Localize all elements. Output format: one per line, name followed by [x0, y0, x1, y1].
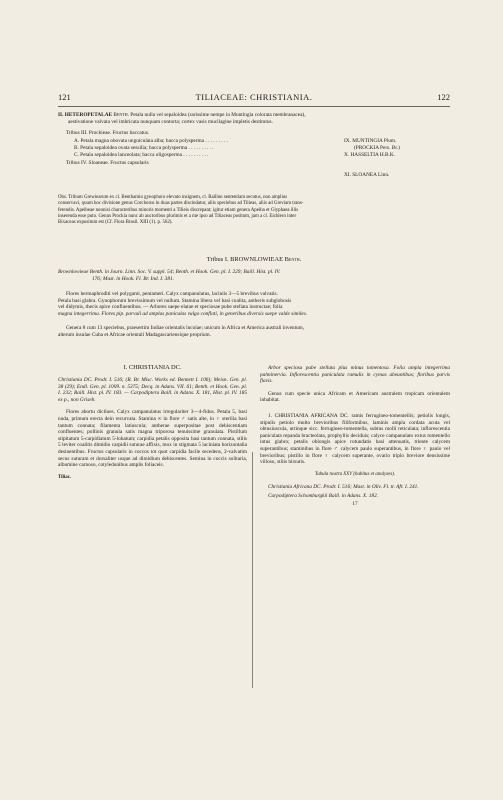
species-reference-1: Christiania Africana DC. Prodr. I. 516; Mast. in Oliv. Fl. tr. Afr. I. 241. [268, 484, 419, 491]
genus-synonymy: Christiania DC. Prodr. I. 516; (R. Br. Misc. Works ed. Bennett I. 106); Meisn. Gen. pl. 38 (29); Endl. Gen. pl. 1009. n. 5375; Decq. in Adans. VII. 61; Benth. et Hook. Gen. pl. I. 232; Baill. Hist. pl. IV. 183. — Carpodiptera Baill. in Adans. X. 181, Hist. pl. IV. 185 ex p., non Griseb. [58, 377, 247, 403]
obs-line-1: Obs. Tribum Grewiearum ex cl. Benthamio gynophoro elevato insignem, cl. Baillon sententiam secutus, non amplius [58, 195, 288, 200]
obs-line-2: conservavi, quum hoc divisione genus Corchorus in duas partes discindatur, aliis speciebus ad Tilieas, aliis ad Greviam trans- [58, 201, 304, 207]
key-sloanea: XI. SLOANEA Linn. [344, 172, 390, 178]
column-divider [252, 452, 253, 688]
genus-key [66, 130, 450, 190]
section-author: Benth. [113, 112, 129, 118]
species-reference-2: Carpodiptera Schomburgkii Baill. in Adans. X. 182. [268, 492, 379, 499]
species-description: ramis ferrugineo-tomentellis; petiolis longis, stipulis petiolo multo brevioribus filiformibus, laminis ampla cordata acuta vel obtusiuscula, utrinque sicc. ferrugineo-tomentella, subtus molli reticulata; inflorescentia paniculata repanda bracteolata, prophyllis deciduis; calyce campanulato extus tomentello intus glabro; petalis oblongis apice rotundatis basi attenuatis, triente calycem superantibus; staminibus in flore ♂ calycem paulo superantibus, in flore ♀ paulo vel brevioribus; pistillo in flore ♀ calycem superante, ovario triplo breviore densissime villoso, stilis hirsutis. [260, 412, 451, 466]
tribus-1-desc-line-2: Petala basi glabra. Gynophorum brevissimum vel nullum. Stamina libera vel basi coalita, antheris subglobosis [58, 297, 292, 304]
tribus-1-desc-line-4: magna integerrima. Flores pip. parvuli ad amplas paniculas vulgo conflati, in generibus diversis saepe valde similes. [58, 310, 308, 317]
key-row-c [74, 152, 208, 159]
species-entry [260, 413, 450, 466]
tribus-1-genera-line-1: Genera 8 cum 13 speciebus, praesertim Indiae orientalis incolae; unicum in Africa et America australi inventum, [66, 325, 305, 331]
key-row-a [74, 138, 228, 145]
tribus-1-genera [58, 325, 450, 338]
genus-description: Flores abortu diclines. Calyx campanulatus irregulariter 3—4-fidus. Petala 5, basi nuda, primum erecta dein recurvata. Stamina ∞ in flore ♂ satis alte, in ♀ sterilia basi tantum connata; filamenta latiuscula; antherae superpositae post dehiscentiam confluentes; pollinis granula satis magna triporosa tenuissime granulata. Pistillum stipitatum 5-carpidiatum 5-lobatum; carpidia petalis opposita basi tantum connata, stilis 5 leviter coalitis dimidio carpidii suturae affixis, mox in stigmata 5 laciniata horizontalia desinentibus. Fructus capsularis in coccos tot quot carpidia facile secedens, 2-valvatim secus suturam et dorsaliter usque ad dimidium dehiscentes. Semina in coccis solitaria, albumine carnoso, cotyledonibus amplis foliaceis. [58, 409, 247, 469]
tribus-1-desc-line-3: vel didymis, thecis apice confluentibus. — Arbores saepe elatae et speciosae pube stellata instructae; folia [58, 304, 283, 311]
tribus-1-description [58, 291, 450, 317]
plate-note: Tabula nostra XXV (habitus et analyses). [314, 471, 396, 477]
tribus-1-title: Tribus I. BROWNLOWIEAE [206, 256, 284, 263]
obs-line-4: inserenda esse puto. Genus Prockia nunc ab auctoribus plurimis et a me ipso ad Tiliaceas positum, jam a cl. Eichlero inter [58, 213, 297, 219]
key-b-dots: . . . . . . . . . . [188, 145, 214, 151]
key-c-dots: . . . . . . . . . . [183, 152, 209, 158]
printer-signature: Tiliac. [58, 474, 72, 480]
right-column [260, 365, 450, 508]
obs-line-5: Bixaceas expositum est (Cf. Flora Brasil. XIII (1). p. 562). [58, 220, 173, 226]
header-rule [58, 106, 450, 107]
genus-heading-christiania: I. CHRISTIANIA DC. [123, 364, 182, 371]
section-heteropetalae [58, 112, 450, 125]
key-tribus-3: Tribus III. Prockieae. Fructus baccatus. [66, 130, 150, 136]
key-b-text: B. Petala sepaloidea ovata sessilia; bacca polysperma [74, 145, 188, 151]
species-heading: 1. CHRISTIANIA AFRICANA DC. [268, 412, 349, 419]
signature-number: 17 [352, 501, 358, 508]
key-a-dots: . . . . . . . . . [205, 138, 228, 144]
page-number-left: 121 [58, 92, 71, 102]
key-tribus-4: Tribus IV. Sloaneae. Fructus capsularis [66, 160, 149, 166]
tribus-1-genera-line-2: alterum insulae Cuba et Africae orientali Madagascariensique proprium. [58, 331, 211, 338]
running-header [58, 92, 450, 104]
genus-distribution: Genus cum specie unica Africam et Americam australem tropicam orientalem inhabitat. [260, 390, 450, 404]
tribus-1-ref-line-1: Brownlowieae Benth. in Journ. Linn. Soc. V. suppl. 54; Benth. et Hook. Gen. pl. I. 229; Baill. Hist. pl. IV. [58, 269, 281, 275]
obs-line-3: ferendis. Apeibeae nonnisi characteribus minoris momenti a Tilieis discrepant; igitur etiam genera Apeiba et Glyphaea illis [58, 207, 299, 213]
tribus-1-ref-line-2: 176; Mast. in Hook. Fl. Br. Ind. I. 381. [92, 275, 174, 282]
left-column [58, 364, 247, 481]
key-row-b [74, 145, 214, 152]
section-text-line1: Petala nulla vel sepaloidea (rarissime nempe in Muntingia colorata membranacea), [130, 112, 306, 118]
tribus-1-references [58, 269, 450, 282]
key-c-text: C. Petala sepaloidea lanceolata; bacca oligosperma [74, 152, 182, 158]
key-b-genus: (PROCKIA Pers. Br.) [354, 145, 400, 151]
obs-note [58, 195, 450, 226]
page-number-right: 122 [437, 92, 450, 102]
tribus-1-author: Benth. [284, 256, 302, 263]
section-text-line2: aestivatione valvata vel imbricata nunquam contorta; cortex vasis mucilagine impletis destitutus. [68, 118, 273, 125]
key-c-genus: X. HASSELTIA H.B.K. [344, 152, 396, 158]
key-a-text: A. Petala magna obovata unguiculata alba; bacca polysperma [74, 138, 205, 144]
tribus-1-heading [58, 256, 450, 263]
genus-habit: Arbor speciosa pube stellata plus minus tomentosa. Folia ampla integerrima palminervia. Inflorescentia paniculata ramulis in cymas abeuntibus; floribus parvis flavis. [260, 365, 450, 385]
key-a-genus: IX. MUNTINGIA Plum. [344, 138, 397, 144]
tribus-1-desc-line-1: Flores hermaphroditi vel polygami, pentameri. Calyx campanulatus, laciniis 3—5 brevibus valvatis. [66, 291, 278, 297]
section-heading: II. HETEROPETALAE [58, 112, 113, 118]
running-title: TILIACEAE: CHRISTIANIA. [195, 92, 313, 102]
